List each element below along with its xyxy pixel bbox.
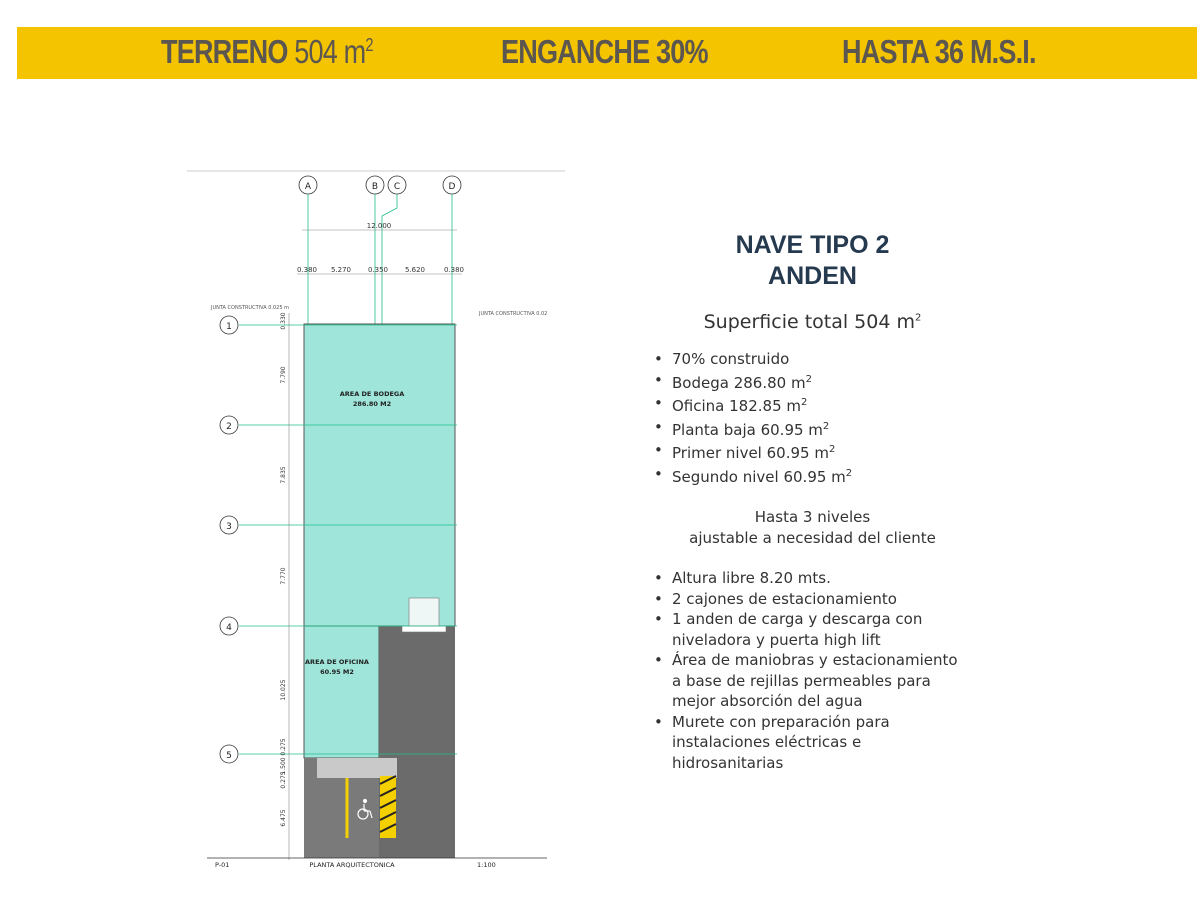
terreno-value: 504 m <box>294 33 366 70</box>
svg-text:D: D <box>448 182 456 192</box>
surface-sup: 2 <box>915 312 922 324</box>
oficina-area <box>304 626 379 758</box>
svg-text:B: B <box>371 182 379 192</box>
dim-left: 6.475 <box>280 809 287 827</box>
promo-banner <box>17 27 1197 79</box>
dim-left: 7.790 <box>280 366 287 384</box>
axis-d <box>443 176 461 194</box>
list-item: • Bodega 286.80 $m^2$ <box>645 370 980 394</box>
bodega-label: AREA DE BODEGA <box>339 390 405 398</box>
svg-text:4: 4 <box>226 623 232 633</box>
sheet-code: P-01 <box>215 861 230 869</box>
list-item: • Altura libre 8.20 mts. <box>645 568 965 589</box>
dim-left: 7.770 <box>280 567 287 585</box>
list-item: • Área de maniobras y estacionamiento a base de rejillas permeables para mejor absorción del agua <box>645 650 965 712</box>
levels-line2: ajustable a necesidad del cliente <box>689 528 936 547</box>
bodega-area <box>304 324 455 626</box>
dim-left: 0.330 <box>280 312 287 330</box>
title <box>645 230 980 292</box>
dim-top: 5.270 <box>330 266 352 274</box>
dim-top: 0.380 <box>443 266 465 274</box>
dim-total: 12.000 <box>366 222 392 230</box>
axis-c <box>388 176 406 194</box>
info-panel <box>645 230 980 773</box>
axis-b <box>366 176 384 194</box>
list-item: • 1 anden de carga y descarga con niveladora y puerta high lift <box>645 609 965 650</box>
levels-line1: Hasta 3 niveles <box>754 508 871 526</box>
svg-text:C: C <box>393 182 401 192</box>
axis-5 <box>220 745 238 763</box>
terreno-label: TERRENO <box>161 33 288 70</box>
dim-top: 5.620 <box>404 266 426 274</box>
dim-left: 0.275 <box>280 738 287 756</box>
dim-left: 10.025 <box>280 679 287 701</box>
oficina-area-label: 60.95 M2 <box>320 668 354 676</box>
svg-text:A: A <box>304 182 312 192</box>
features-list <box>645 568 965 773</box>
terreno-text <box>161 33 373 71</box>
levels-note <box>645 507 980 548</box>
msi-text: HASTA 36 M.S.I. <box>842 33 1036 70</box>
oficina-label: AREA DE OFICINA <box>305 658 369 666</box>
dim-left: 0.275 <box>280 771 287 789</box>
dim-left: 7.835 <box>280 466 287 484</box>
terreno-sup: 2 <box>365 35 373 55</box>
axis-3 <box>220 516 238 534</box>
axis-4 <box>220 617 238 635</box>
svg-text:1: 1 <box>226 322 232 332</box>
list-item: • 70% construido <box>645 349 980 370</box>
junta-right-label: JUNTA CONSTRUCTIVA 0.02 <box>479 311 548 317</box>
surface-text: Superficie total 504 m <box>703 311 915 333</box>
axis-2 <box>220 416 238 434</box>
list-item: • Segundo nivel 60.95 $m^2$ <box>645 464 980 488</box>
dim-left: 1.500 <box>280 757 287 775</box>
list-item: • Primer nivel 60.95 $m^2$ <box>645 440 980 464</box>
axis-a <box>299 176 317 194</box>
title-line2: ANDEN <box>768 262 857 290</box>
title-line1: NAVE TIPO 2 <box>735 231 890 259</box>
sheet-title: PLANTA ARQUITECTONICA <box>309 861 395 869</box>
list-item: • Murete con preparación para instalaciones eléctricas e hidrosanitarias <box>645 712 965 774</box>
dim-top: 0.350 <box>367 266 389 274</box>
dim-top: 0.380 <box>296 266 318 274</box>
bodega-area-label: 286.80 M2 <box>352 400 392 408</box>
list-item: • Planta baja 60.95 $m^2$ <box>645 417 980 441</box>
enganche-text: ENGANCHE 30% <box>501 33 708 70</box>
surface-total <box>645 311 980 333</box>
floor-plan <box>187 168 567 873</box>
specs-list <box>645 349 980 487</box>
list-item: • Oficina 182.85 $m^2$ <box>645 393 980 417</box>
svg-text:3: 3 <box>226 522 232 532</box>
sheet-scale: 1:100 <box>477 861 496 869</box>
svg-text:2: 2 <box>226 422 232 432</box>
list-item: • 2 cajones de estacionamiento <box>645 589 965 610</box>
axis-1 <box>220 316 238 334</box>
svg-text:5: 5 <box>226 751 232 761</box>
junta-left-label: JUNTA CONSTRUCTIVA 0.025 m <box>211 305 289 311</box>
